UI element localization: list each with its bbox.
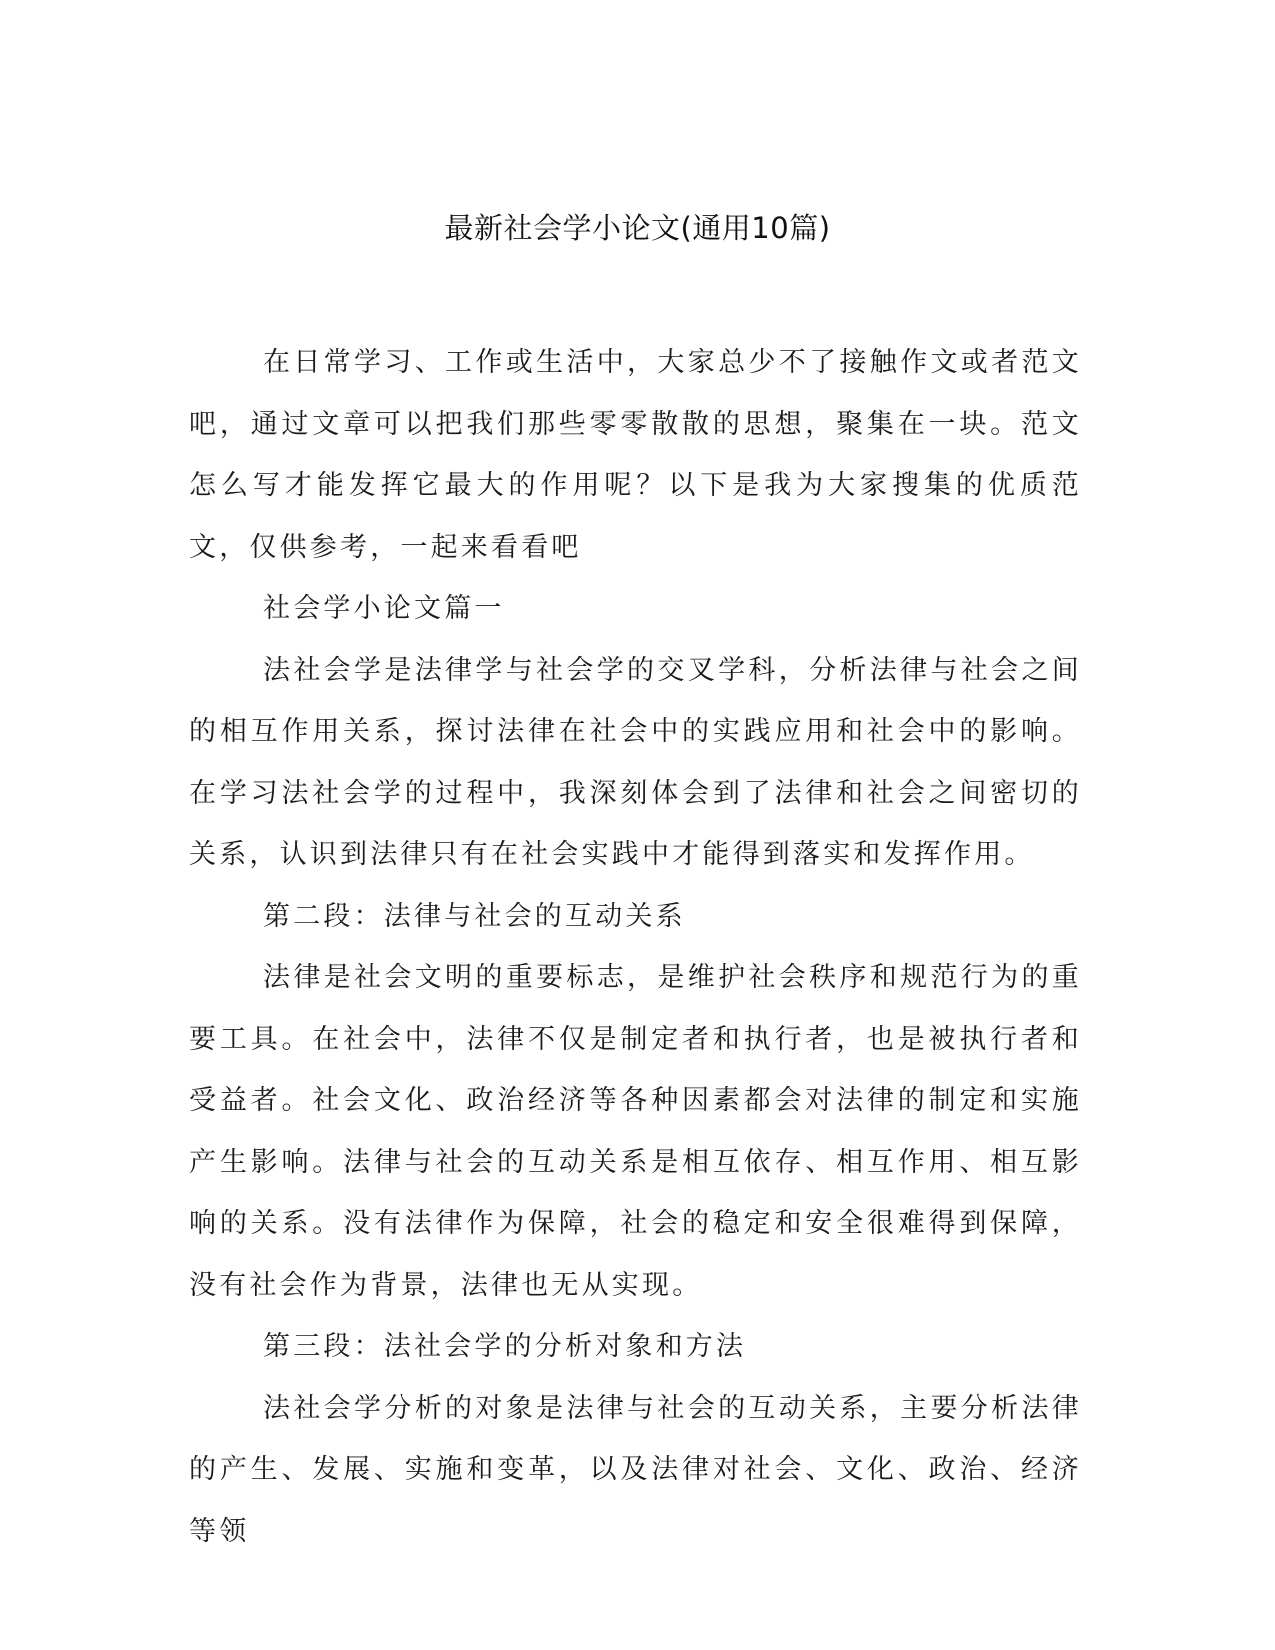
body-paragraph: 法社会学是法律学与社会学的交叉学科，分析法律与社会之间的相互作用关系，探讨法律在社会中的实践应用和社会中的影响。在学习法社会学的过程中，我深刻体会到了法律和社会之间密切的关系，认识到法律只有在社会实践中才能得到落实和发挥作用。 [189,654,1082,870]
section-heading-part-one: 社会学小论文篇一 [263,593,505,624]
body-paragraph: 法律是社会文明的重要标志，是维护社会秩序和规范行为的重要工具。在社会中，法律不仅是制定者和执行者，也是被执行者和受益者。社会文化、政治经济等各种因素都会对法律的制定和实施产生影响。法律与社会的互动关系是相互依存、相互作用、相互影响的关系。没有法律作为保障，社会的稳定和安全很难得到保障，没有社会作为背景，法律也无从实现。 [189,962,1082,1301]
body-paragraph: 法社会学分析的对象是法律与社会的互动关系，主要分析法律的产生、发展、实施和变革，以及法律对社会、文化、政治、经济等领 [189,1392,1082,1547]
intro-paragraph: 在日常学习、工作或生活中，大家总少不了接触作文或者范文吧，通过文章可以把我们那些零零散散的思想，聚集在一块。范文怎么写才能发挥它最大的作用呢？以下是我为大家搜集的优质范文，仅供参考，一起来看看吧 [189,347,1082,563]
section-heading-second: 第二段：法律与社会的互动关系 [263,900,686,932]
section-heading-third: 第三段：法社会学的分析对象和方法 [263,1331,747,1362]
document-title: 最新社会学小论文(通用10篇) [444,211,831,245]
document-body [189,332,1082,1562]
